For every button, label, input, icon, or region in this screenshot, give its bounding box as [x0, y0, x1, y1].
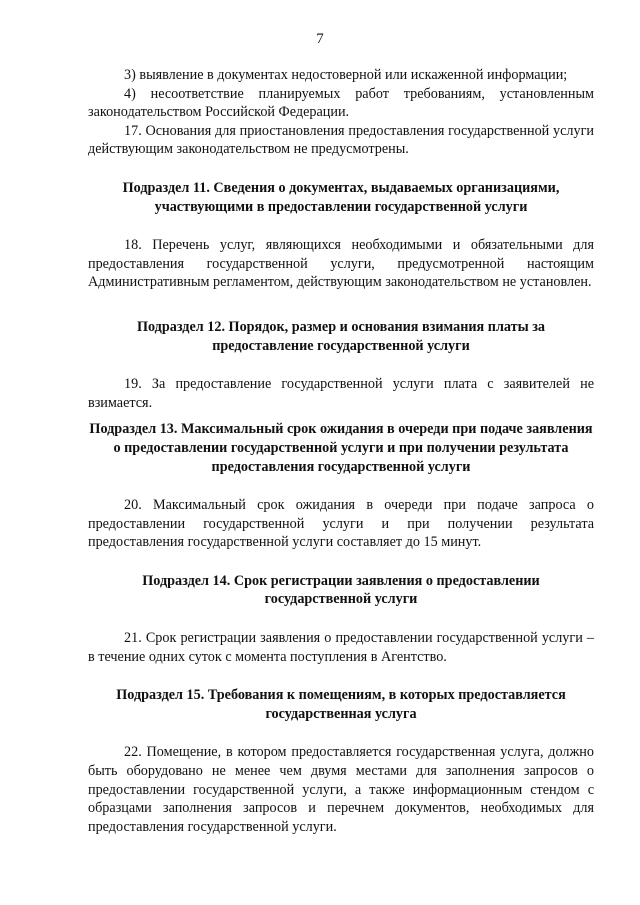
heading-subsection-14: Подраздел 14. Срок регистрации заявления о предоставлении государственной услуги [142, 572, 540, 608]
paragraph-19: 19. За предоставление государственной услуги плата с заявителей не взимается. [88, 376, 594, 411]
heading-subsection-11: Подраздел 11. Сведения о документах, выдаваемых организациями, участвующими в предоставлении государственной услуги [122, 179, 560, 215]
paragraph-4: 4) несоответствие планируемых работ требованиям, установленным законодательством Российской Федерации. [88, 85, 594, 121]
heading-subsection-15: Подраздел 15. Требования к помещениям, в которых предоставляется государственная услуга [116, 687, 566, 722]
paragraph-18: 18. Перечень услуг, являющихся необходимыми и обязательными для предоставления государственной услуги, предусмотренной настоящим Административным регламентом, действующим законодательством не установлен. [88, 237, 594, 291]
paragraph-22: 22. Помещение, в котором предоставляется государственная услуга, должно быть оборудовано не менее чем двумя местами для заполнения запросов о предоставлении государственной услуги, а также информационным стендом с образцами заполнения запросов и перечнем документов, необходимых для предоставления государственной услуги. [88, 744, 594, 835]
paragraph-20: 20. Максимальный срок ожидания в очереди при подаче запроса о предоставлении государственной услуги и при получении результата предоставления государственной услуги составляет до 15 минут. [88, 497, 594, 551]
paragraph-21: 21. Срок регистрации заявления о предоставлении государственной услуги – в течение одних суток с момента поступления в Агентство. [88, 630, 594, 665]
paragraph-17: 17. Основания для приостановления предоставления государственной услуги действующим законодательством не предусмотрены. [88, 122, 594, 158]
document-body [88, 66, 594, 836]
heading-subsection-13: Подраздел 13. Максимальный срок ожидания в очереди при подаче заявления о предоставлении государственной услуги и при получении результата предоставления государственной услуги [89, 421, 593, 475]
heading-subsection-12: Подраздел 12. Порядок, размер и основания взимания платы за предоставление государственной услуги [136, 318, 546, 354]
page-number: 7 [316, 31, 324, 47]
paragraph-3: 3) выявление в документах недостоверной или искаженной информации; [124, 67, 568, 83]
